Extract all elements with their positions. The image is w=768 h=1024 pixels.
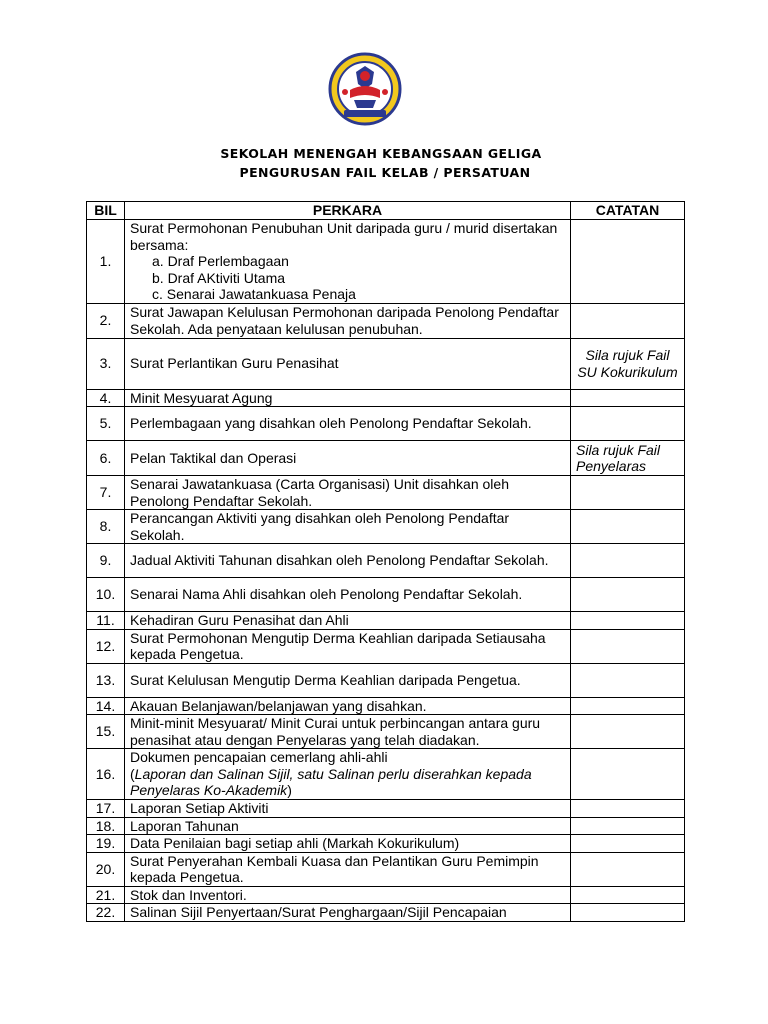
row-number: 6.: [87, 441, 125, 476]
sub-item: c. Senarai Jawatankuasa Penaja: [152, 286, 356, 302]
row-catatan: [571, 303, 685, 338]
table-row: [87, 800, 685, 818]
row-catatan: [571, 510, 685, 544]
row-number: 7.: [87, 476, 125, 510]
file-checklist-table: [86, 201, 685, 922]
row-catatan: [571, 904, 685, 922]
table-row: [87, 544, 685, 578]
row-catatan: Sila rujuk Fail Penyelaras: [571, 441, 685, 476]
paren-open: (: [130, 765, 135, 782]
row-perkara: Minit Mesyuarat Agung: [125, 389, 571, 407]
row-number: 4.: [87, 389, 125, 407]
school-crest-icon: [328, 52, 402, 126]
row-catatan: [571, 220, 685, 304]
row-perkara: Senarai Jawatankuasa (Carta Organisasi) Unit disahkan oleh Penolong Pendaftar Sekolah.: [125, 476, 571, 510]
table-row: [87, 715, 685, 749]
table-row: [87, 612, 685, 630]
row-perkara-text: Dokumen pencapaian cemerlang ahli-ahli: [130, 749, 388, 766]
table-header-row: [87, 202, 685, 220]
table-row: [87, 629, 685, 663]
row-number: 5.: [87, 407, 125, 441]
column-header-perkara: PERKARA: [125, 202, 571, 220]
row-catatan: Sila rujuk Fail SU Kokurikulum: [571, 338, 685, 389]
row-number: 1.: [87, 220, 125, 304]
table-row: [87, 663, 685, 697]
table-row: [87, 578, 685, 612]
row-catatan: [571, 389, 685, 407]
sub-item: b. Draf AKtiviti Utama: [152, 269, 286, 286]
row-perkara: Surat Perlantikan Guru Penasihat: [125, 338, 571, 389]
row-number: 8.: [87, 510, 125, 544]
row-number: 22.: [87, 904, 125, 922]
row-perkara: Salinan Sijil Penyertaan/Surat Penghargaan/Sijil Pencapaian: [125, 904, 571, 922]
row-catatan: [571, 407, 685, 441]
column-header-bil: BIL: [87, 202, 125, 220]
table-row: [87, 407, 685, 441]
row-perkara: Surat Jawapan Kelulusan Permohonan daripada Penolong Pendaftar Sekolah. Ada penyataan kelulusan penubuhan.: [125, 303, 571, 338]
table-row: [87, 835, 685, 853]
paren-close: ): [287, 782, 292, 799]
row-perkara: Surat Penyerahan Kembali Kuasa dan Pelantikan Guru Pemimpin kepada Pengetua.: [125, 852, 571, 886]
row-perkara: Data Penilaian bagi setiap ahli (Markah Kokurikulum): [125, 835, 571, 853]
row-number: 19.: [87, 835, 125, 853]
row-catatan: [571, 476, 685, 510]
row-number: 16.: [87, 749, 125, 800]
row-perkara-text: Surat Permohonan Penubuhan Unit daripada guru / murid disertakan bersama:: [130, 220, 558, 253]
school-name-heading: SEKOLAH MENENGAH KEBANGSAAN GELIGA: [220, 146, 542, 161]
row-number: 3.: [87, 338, 125, 389]
table-row: [87, 852, 685, 886]
row-perkara: Surat Permohonan Mengutip Derma Keahlian daripada Setiausaha kepada Pengetua.: [125, 629, 571, 663]
row-perkara: Surat Kelulusan Mengutip Derma Keahlian daripada Pengetua.: [125, 663, 571, 697]
row-number: 10.: [87, 578, 125, 612]
row-perkara: Perancangan Aktiviti yang disahkan oleh Penolong Pendaftar Sekolah.: [125, 510, 571, 544]
row-number: 18.: [87, 817, 125, 835]
school-crest-logo: [328, 52, 402, 126]
row-perkara: Laporan Tahunan: [125, 817, 571, 835]
row-number: 13.: [87, 663, 125, 697]
row-catatan: [571, 800, 685, 818]
row-number: 20.: [87, 852, 125, 886]
table-row: [87, 904, 685, 922]
row-number: 14.: [87, 697, 125, 715]
row-number: 2.: [87, 303, 125, 338]
row-perkara: [125, 220, 571, 304]
column-header-catatan: CATATAN: [571, 202, 685, 220]
table-row: [87, 510, 685, 544]
row-catatan: [571, 749, 685, 800]
row-perkara: Stok dan Inventori.: [125, 886, 571, 904]
row-catatan: [571, 817, 685, 835]
row-catatan: [571, 715, 685, 749]
row-perkara: Kehadiran Guru Penasihat dan Ahli: [125, 612, 571, 630]
table-row: [87, 749, 685, 800]
row-perkara: Minit-minit Mesyuarat/ Minit Curai untuk perbincangan antara guru penasihat atau dengan Penyelaras yang telah diadakan.: [125, 715, 571, 749]
row-catatan: [571, 663, 685, 697]
row-number: 21.: [87, 886, 125, 904]
table-row: [87, 476, 685, 510]
table-row: [87, 220, 685, 304]
sub-item: a. Draf Perlembagaan: [152, 253, 289, 269]
row-catatan: [571, 612, 685, 630]
row-catatan: [571, 629, 685, 663]
row-perkara-italic-note: Laporan dan Salinan Sijil, satu Salinan perlu diserahkan kepada Penyelaras Ko-Akademik: [130, 765, 532, 799]
row-number: 17.: [87, 800, 125, 818]
row-number: 11.: [87, 612, 125, 630]
row-perkara: Perlembagaan yang disahkan oleh Penolong Pendaftar Sekolah.: [125, 407, 571, 441]
document-subtitle: PENGURUSAN FAIL KELAB / PERSATUAN: [239, 165, 531, 180]
row-perkara: Laporan Setiap Aktiviti: [125, 800, 571, 818]
row-perkara: Akauan Belanjawan/belanjawan yang disahkan.: [125, 697, 571, 715]
row-perkara: [125, 749, 571, 800]
row-number: 12.: [87, 629, 125, 663]
table-row: [87, 817, 685, 835]
table-row: [87, 697, 685, 715]
row-catatan: [571, 697, 685, 715]
row-perkara: Pelan Taktikal dan Operasi: [125, 441, 571, 476]
row-perkara: Jadual Aktiviti Tahunan disahkan oleh Penolong Pendaftar Sekolah.: [125, 544, 571, 578]
table-row: [87, 338, 685, 389]
table-row: [87, 441, 685, 476]
row-catatan: [571, 852, 685, 886]
row-catatan: [571, 835, 685, 853]
row-number: 15.: [87, 715, 125, 749]
table-row: [87, 886, 685, 904]
row-catatan: [571, 578, 685, 612]
row-number: 9.: [87, 544, 125, 578]
table-row: [87, 303, 685, 338]
row-catatan: [571, 544, 685, 578]
row-catatan: [571, 886, 685, 904]
table-row: [87, 389, 685, 407]
row-perkara: Senarai Nama Ahli disahkan oleh Penolong Pendaftar Sekolah.: [125, 578, 571, 612]
